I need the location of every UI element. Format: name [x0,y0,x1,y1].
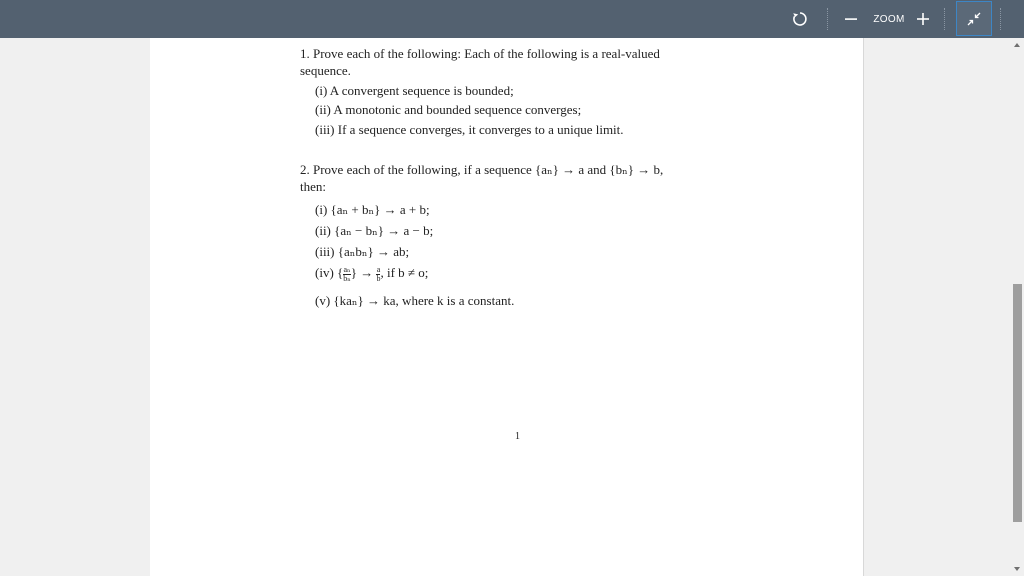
q1-line1: 1. Prove each of the following: Each of the following is a real-valued [300,46,660,61]
rotate-icon[interactable] [788,7,812,31]
fraction-denominator: bₙ [343,273,351,283]
q1-item-i: (i) A convergent sequence is bounded; [315,83,514,98]
q2-iv-middle: } → [350,265,374,280]
fraction-an-bn [343,266,350,283]
scroll-down-icon[interactable] [1014,567,1020,571]
scrollbar-thumb[interactable] [1013,284,1022,522]
fraction-numerator: aₙ [343,264,351,274]
zoom-in-button[interactable] [914,7,932,31]
zoom-out-button[interactable] [842,7,860,31]
q1-item-iii: (iii) If a sequence converges, it converges to a unique limit. [315,122,624,137]
toolbar-separator [827,8,828,30]
q1-line2: sequence. [300,63,351,78]
q2-item-i: (i) {aₙ + bₙ} → a + b; [315,202,430,217]
document-page [150,38,864,576]
fraction-denominator: b [376,273,381,283]
q2-line2: then: [300,179,326,194]
toolbar-separator [1000,8,1001,30]
q1-item-ii: (ii) A monotonic and bounded sequence converges; [315,102,582,117]
q2-item-iv [315,264,428,283]
toolbar-separator [944,8,945,30]
page-number: 1 [515,431,520,442]
viewer-toolbar [0,0,1024,38]
q2-item-ii: (ii) {aₙ − bₙ} → a − b; [315,223,434,238]
zoom-label: ZOOM [873,13,905,25]
q2-line1: 2. Prove each of the following, if a sequence {aₙ} → a and {bₙ} → b, [300,162,664,177]
collapse-icon [967,12,981,26]
exit-fullscreen-button[interactable] [956,1,992,36]
q2-iv-suffix: , if b ≠ o; [380,265,429,280]
scroll-up-icon[interactable] [1014,43,1020,47]
q2-iv-prefix: (iv) { [315,265,344,280]
fraction-numerator: a [376,264,381,274]
q2-item-v: (v) {kaₙ} → ka, where k is a constant. [315,293,515,308]
q2-item-iii: (iii) {aₙbₙ} → ab; [315,244,410,259]
